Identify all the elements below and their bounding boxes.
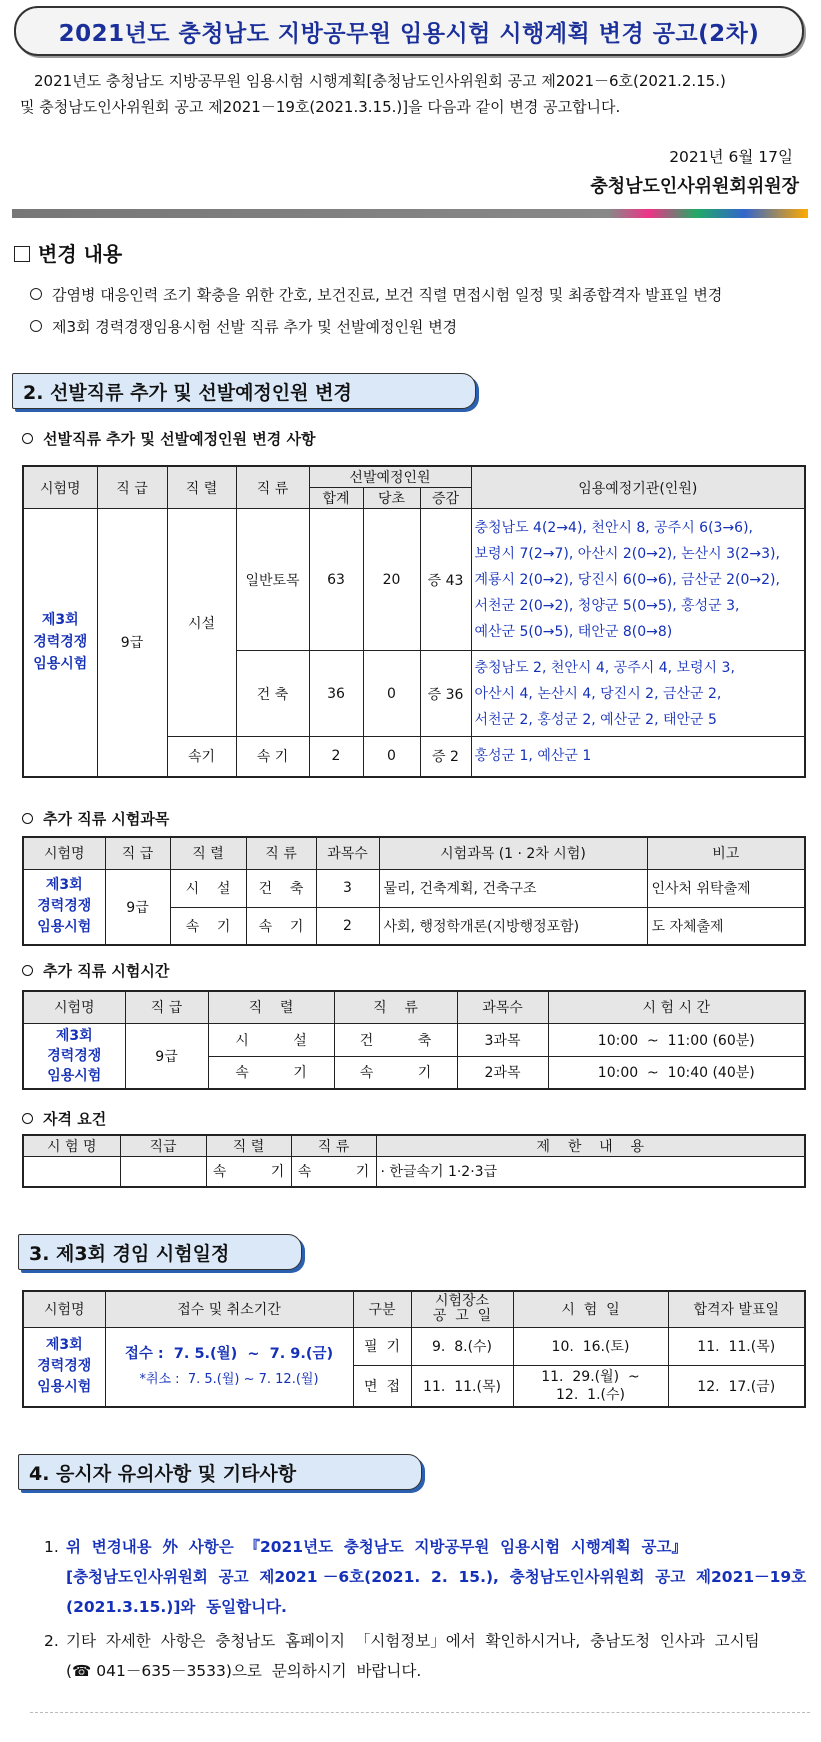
section3-title: 3. 제3회 경임 시험일정 — [18, 1234, 302, 1270]
note-item: 2. 기타 자세한 사항은 충청남도 홈페이지 「시험정보」에서 확인하시거나, 충남도청 인사과 고시팀 (☎ 041－635－3533)으로 문의하시기 바랍니다. — [44, 1632, 760, 1680]
intro-line: 2021년도 충청남도 지방공무원 임용시험 시행계획[충청남도인사위원회 공고 제2021－6호(2021.2.15.) — [34, 72, 726, 90]
intro-text — [20, 68, 810, 120]
qualification-table: 시 험 명 직급 직 렬 직 류 제 한 내 용 속 기 속 기 · 한글속기 1·2·3급 — [22, 1134, 806, 1188]
subsection-title: 자격 요건 — [22, 1108, 106, 1129]
org-list: 충청남도 2, 천안시 4, 공주시 4, 보령시 3, 아산시 4, 논산시 4, 당진시 2, 금산군 2, 서천군 2, 홍성군 2, 예산군 2, 태안군 5 — [471, 651, 805, 737]
note-item: 1. 위 변경내용 外 사항은 『2021년도 충청남도 지방공무원 임용시험 시행계획 공고』 [충청남도인사위원회 공고 제2021 －6호(2021. 2. 15.), 충청남도인사위원회 공고 제2021－19호 (2021.3.15.)]와 동일합니다. — [44, 1538, 807, 1616]
circle-bullet-icon — [22, 1113, 33, 1124]
issuer: 충청남도인사위원회위원장 — [590, 176, 799, 197]
org-list: 충청남도 4(2→4), 천안시 8, 공주시 6(3→6), 보령시 7(2→7), 아산시 2(0→2), 논산시 3(2→3), 계룡시 2(0→2), 당진시 6(0→6), 금산군 2(0→2), 서천군 2(0→2), 청양군 5(0→5), 홍성군 3, 예산군 5(0→5), 태안군 8(0→8) — [471, 509, 805, 651]
schedule-table: 시험명 접수 및 취소기간 구분 시험장소 공 고 일 시 험 일 합격자 발표일 제3회 경력경쟁 임용시험 접수 : 7. 5.(월) ~ 7. 9.(금) *취소 : 7. 5.(월) ~ 7. 12.(월) 필 기 9. 8.(수) 10. 16.(토) 11. 11.(목) 면 접 11. 11.(목) 11. 29.(월) ~ 12. 1.(수) 12. 17.(금) — [22, 1290, 806, 1408]
notes-list — [44, 1532, 814, 1686]
section2-title: 2. 선발직류 추가 및 선발예정인원 변경 — [12, 373, 476, 409]
notice-date: 2021년 6월 17일 — [669, 148, 793, 166]
intro-line: 및 충청남도인사위원회 공고 제2021－19호(2021.3.15.)]을 다음과 같이 변경 공고합니다. — [20, 98, 621, 116]
circle-bullet-icon — [30, 288, 42, 300]
selection-table: 시험명 직 급 직 렬 직 류 선발예정인원 임용예정기관(인원) 합계 당초 증감 제3회 경력경쟁 임용시험 9급 시설 일반토목 63 20 증 43 충청남도 4(2→4), 천안시 8, 공주시 6(3→6), 보령시 7(2→7), 아산시 2(0→2), 논산시 3(2→3), 계룡시 2(0→2), 당진시 6(0→6), 금산군 2(0→2), 서천군 2(0→2), 청양군 5(0→5), 홍성군 3, 예산군 5(0→5), 태안군 8(0→8) 건 축 36 0 증 36 충청남도 2, 천안시 4, 공주시 4, 보령시 3, 아산시 4, 논산시 4, 당진시 2, 금산군 2, 서천군 2, 홍성군 2, 예산군 2, 태안군 5 속기 속 기 2 0 증 2 홍성군 1, 예산군 1 — [22, 465, 806, 778]
org-list: 홍성군 1, 예산군 1 — [471, 737, 805, 777]
time-table: 시험명 직 급 직 렬 직 류 과목수 시 험 시 간 제3회 경력경쟁 임용시험 9급 시 설 건 축 3과목 10:00 ~ 11:00 (60분) 속 기 속 기 2과목 10:00 ~ 10:40 (40분) — [22, 990, 806, 1090]
exam-name-cell: 제3회 경력경쟁 임용시험 — [23, 509, 97, 777]
change-item: 감염병 대응인력 조기 확충을 위한 간호, 보건진료, 보건 직렬 면접시험 일정 및 최종합격자 발표일 변경 — [30, 284, 722, 305]
subjects-table: 시험명 직 급 직 렬 직 류 과목수 시험과목 (1 · 2차 시험) 비고 제3회 경력경쟁 임용시험 9급 시 설 건 축 3 물리, 건축계획, 건축구조 인사처 위탁출제 속 기 속 기 2 사회, 행정학개론(지방행정포함) 도 자체출제 — [22, 836, 806, 946]
circle-bullet-icon — [22, 433, 33, 444]
subsection-title: 추가 직류 시험과목 — [22, 808, 169, 829]
footer-divider — [30, 1712, 810, 1713]
page-title: 2021년도 충청남도 지방공무원 임용시험 시행계획 변경 공고(2차) — [14, 6, 804, 56]
section4-title: 4. 응시자 유의사항 및 기타사항 — [18, 1454, 422, 1490]
change-item: 제3회 경력경쟁임용시험 선발 직류 추가 및 선발예정인원 변경 — [30, 316, 457, 337]
subsection-title: 선발직류 추가 및 선발예정인원 변경 사항 — [22, 428, 315, 449]
circle-bullet-icon — [30, 320, 42, 332]
circle-bullet-icon — [22, 965, 33, 976]
subsection-title: 추가 직류 시험시간 — [22, 960, 169, 981]
divider-bar — [12, 209, 808, 218]
circle-bullet-icon — [22, 813, 33, 824]
checkbox-icon — [14, 246, 30, 262]
changes-heading: 변경 내용 — [14, 238, 122, 267]
